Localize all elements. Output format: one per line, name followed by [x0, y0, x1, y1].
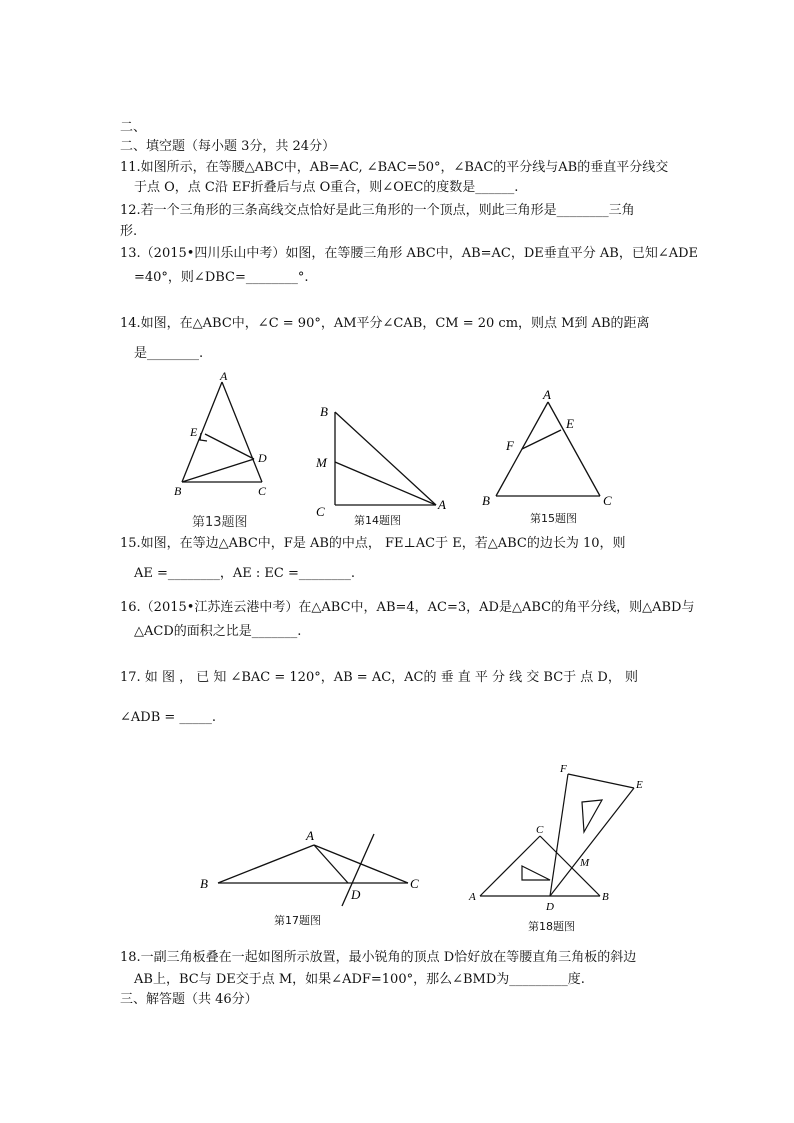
q17-line2: ∠ADB = _____.	[120, 710, 217, 725]
fig14-label-m: M	[316, 455, 327, 470]
q18-line1: 18.一副三角板叠在一起如图所示放置，最小锐角的顶点 D恰好放在等腰直角三角板的斜边	[120, 950, 637, 965]
figure-13	[170, 368, 280, 528]
q12-line2: 形.	[120, 224, 138, 239]
q14-line1: 14.如图，在△ABC中，∠C = 90°，AM平分∠CAB，CM = 20 cm，则点 M到 AB的距离	[120, 316, 650, 331]
fig14-label-c: C	[316, 504, 325, 519]
fig13-label-a: A	[220, 369, 228, 383]
fig18-label-c: C	[536, 824, 544, 836]
figure-18	[464, 760, 664, 936]
q11-line1: 11.如图所示，在等腰△ABC中，AB=AC, ∠BAC=50°，∠BAC的平分线与AB的垂直平分线交	[120, 160, 669, 175]
q12-line1: 12.若一个三角形的三条高线交点恰好是此三角形的一个顶点，则此三角形是________三角	[120, 203, 635, 218]
section-answer-heading: 三、解答题（共 46分）	[120, 992, 258, 1007]
figure-14-diagram	[310, 400, 460, 528]
q14-line2: 是________.	[134, 346, 204, 361]
fig13-label-d: D	[258, 451, 267, 465]
fig15-label-b: B	[482, 493, 490, 508]
figure-18-diagram	[464, 760, 664, 920]
q15-line1: 15.如图，在等边△ABC中，F是 AB的中点， FE⊥AC于 E，若△ABC的边长为 10，则	[120, 536, 626, 551]
fig17-caption: 第17题图	[274, 914, 321, 927]
fig17-label-b: B	[200, 876, 208, 891]
fig14-caption: 第14题图	[354, 514, 401, 527]
fig13-label-c: C	[258, 484, 267, 498]
q13-line2: =40°，则∠DBC=________°.	[134, 270, 309, 285]
fig15-label-c: C	[603, 493, 612, 508]
fig14-label-a: A	[438, 497, 446, 512]
fig15-label-f: F	[506, 438, 514, 453]
figure-15-diagram	[478, 384, 628, 526]
q13-line1: 13.（2015•四川乐山中考）如图，在等腰三角形 ABC中，AB=AC，DE垂直平分 AB，已知∠ADE	[120, 246, 699, 261]
section-top: 二、	[120, 120, 147, 135]
fig17-label-c: C	[410, 876, 419, 891]
figure-13-diagram	[170, 368, 280, 528]
fig18-caption: 第18题图	[528, 920, 575, 933]
fig15-label-a: A	[543, 387, 551, 402]
fig13-label-e: E	[190, 425, 198, 439]
q17-line1: 17. 如 图 ， 已 知 ∠BAC = 120°，AB = AC，AC的 垂 直 平 分 线 交 BC于 点 D， 则	[120, 670, 638, 685]
fig18-label-f: F	[560, 763, 567, 775]
fig13-label-b: B	[174, 484, 182, 498]
fig17-label-a: A	[306, 828, 314, 843]
q15-line2: AE =________，AE : EC =________.	[134, 566, 356, 581]
fig18-label-m: M	[580, 857, 590, 869]
fig14-label-b: B	[320, 404, 328, 419]
figure-17-diagram	[196, 826, 436, 916]
fig13-caption: 第13题图	[192, 515, 248, 530]
figure-14	[310, 400, 460, 528]
fig17-label-d: D	[351, 887, 361, 902]
q18-line2: AB上，BC与 DE交于点 M，如果∠ADF=100°，那么∠BMD为_________度.	[134, 972, 585, 987]
fig18-label-d: D	[546, 901, 554, 913]
q16-line1: 16.（2015•江苏连云港中考）在△ABC中，AB=4，AC=3，AD是△ABC的角平分线，则△ABD与	[120, 600, 695, 615]
fig18-label-b: B	[602, 891, 609, 903]
fig15-label-e: E	[566, 416, 574, 431]
q11-line2: 于点 O，点 C沿 EF折叠后与点 O重合，则∠OEC的度数是______.	[134, 180, 519, 195]
section-fill-heading: 二、填空题（每小题 3分，共 24分）	[120, 139, 336, 154]
fig15-caption: 第15题图	[530, 512, 577, 525]
fig18-label-a: A	[469, 891, 476, 903]
figure-17	[196, 826, 436, 932]
figure-15	[478, 384, 628, 526]
fig18-label-e: E	[636, 779, 643, 791]
q16-line2: △ACD的面积之比是_______.	[134, 624, 302, 639]
